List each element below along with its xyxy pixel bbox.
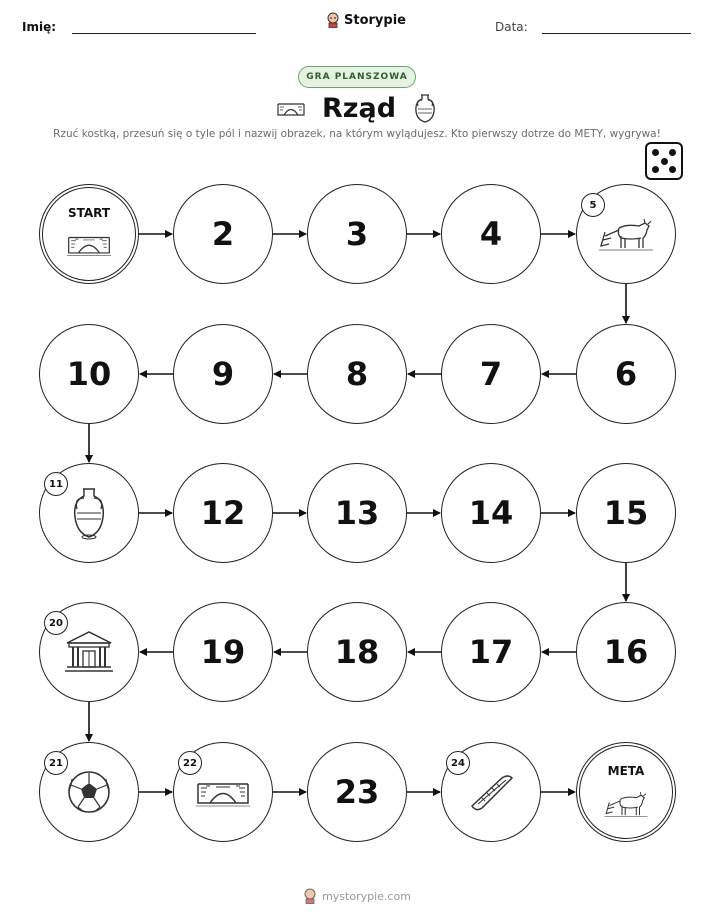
title-text: Rząd bbox=[321, 92, 397, 124]
board-cell bbox=[39, 602, 139, 702]
footer-url[interactable]: mystorypie.com bbox=[322, 889, 411, 903]
cell-number: 15 bbox=[603, 494, 649, 532]
board-cell bbox=[576, 602, 676, 702]
cell-number: 17 bbox=[468, 633, 514, 671]
finish-label: META bbox=[607, 764, 645, 778]
board-cell bbox=[307, 602, 407, 702]
board-cell bbox=[39, 463, 139, 563]
board-cell bbox=[39, 742, 139, 842]
board-cell bbox=[173, 463, 273, 563]
cell-number: 10 bbox=[66, 355, 112, 393]
board-cell bbox=[173, 742, 273, 842]
plow-ox-icon bbox=[597, 214, 655, 254]
amphora-icon bbox=[69, 485, 109, 541]
cell-number: 14 bbox=[468, 494, 514, 532]
brand-name: Storypie bbox=[344, 12, 406, 28]
cell-number: 18 bbox=[334, 633, 380, 671]
date-label: Data: bbox=[495, 20, 528, 34]
cell-number: 8 bbox=[345, 355, 369, 393]
slide-icon bbox=[466, 772, 516, 812]
board-cell bbox=[441, 742, 541, 842]
board-cell bbox=[576, 463, 676, 563]
board-cell bbox=[173, 602, 273, 702]
board-cell bbox=[441, 463, 541, 563]
bridge-icon bbox=[67, 231, 111, 257]
cell-number-badge: 20 bbox=[44, 611, 68, 635]
board-cell bbox=[307, 742, 407, 842]
finish-cell bbox=[576, 742, 676, 842]
board-cell bbox=[39, 324, 139, 424]
name-label: Imię: bbox=[22, 20, 57, 34]
temple-icon bbox=[64, 629, 114, 675]
board-cell bbox=[307, 324, 407, 424]
instructions: Rzuć kostką, przesuń się o tyle pól i nazwij obrazek, na którym wylądujesz. Kto pierwszy dotrze do METY, wygrywa! bbox=[53, 128, 661, 140]
cell-number: 12 bbox=[200, 494, 246, 532]
cell-number-badge: 11 bbox=[44, 472, 68, 496]
cell-number: 16 bbox=[603, 633, 649, 671]
start-cell bbox=[39, 184, 139, 284]
board-cell bbox=[441, 184, 541, 284]
footer bbox=[0, 888, 714, 907]
cell-number: 19 bbox=[200, 633, 246, 671]
cell-number-badge: 24 bbox=[446, 751, 470, 775]
cell-number-badge: 5 bbox=[581, 193, 605, 217]
cell-number-badge: 22 bbox=[178, 751, 202, 775]
bridge-icon bbox=[196, 776, 250, 808]
cell-number: 3 bbox=[345, 215, 369, 253]
cell-number: 6 bbox=[614, 355, 638, 393]
board-cell bbox=[441, 602, 541, 702]
plow-ox-icon bbox=[603, 788, 649, 820]
start-label: START bbox=[67, 206, 111, 220]
board-cell bbox=[173, 184, 273, 284]
cell-number: 9 bbox=[211, 355, 235, 393]
game-type-badge: GRA PLANSZOWA bbox=[298, 66, 416, 88]
cell-number-badge: 21 bbox=[44, 751, 68, 775]
cell-number: 13 bbox=[334, 494, 380, 532]
storypie-mascot-icon bbox=[303, 888, 317, 904]
board-cell bbox=[307, 184, 407, 284]
football-icon bbox=[66, 769, 112, 815]
board-cell bbox=[576, 324, 676, 424]
board-cell bbox=[441, 324, 541, 424]
cell-number: 23 bbox=[334, 773, 380, 811]
board-cell bbox=[173, 324, 273, 424]
cell-number: 2 bbox=[211, 215, 235, 253]
board-cell bbox=[307, 463, 407, 563]
cell-number: 4 bbox=[479, 215, 503, 253]
board-cell bbox=[576, 184, 676, 284]
cell-number: 7 bbox=[479, 355, 503, 393]
